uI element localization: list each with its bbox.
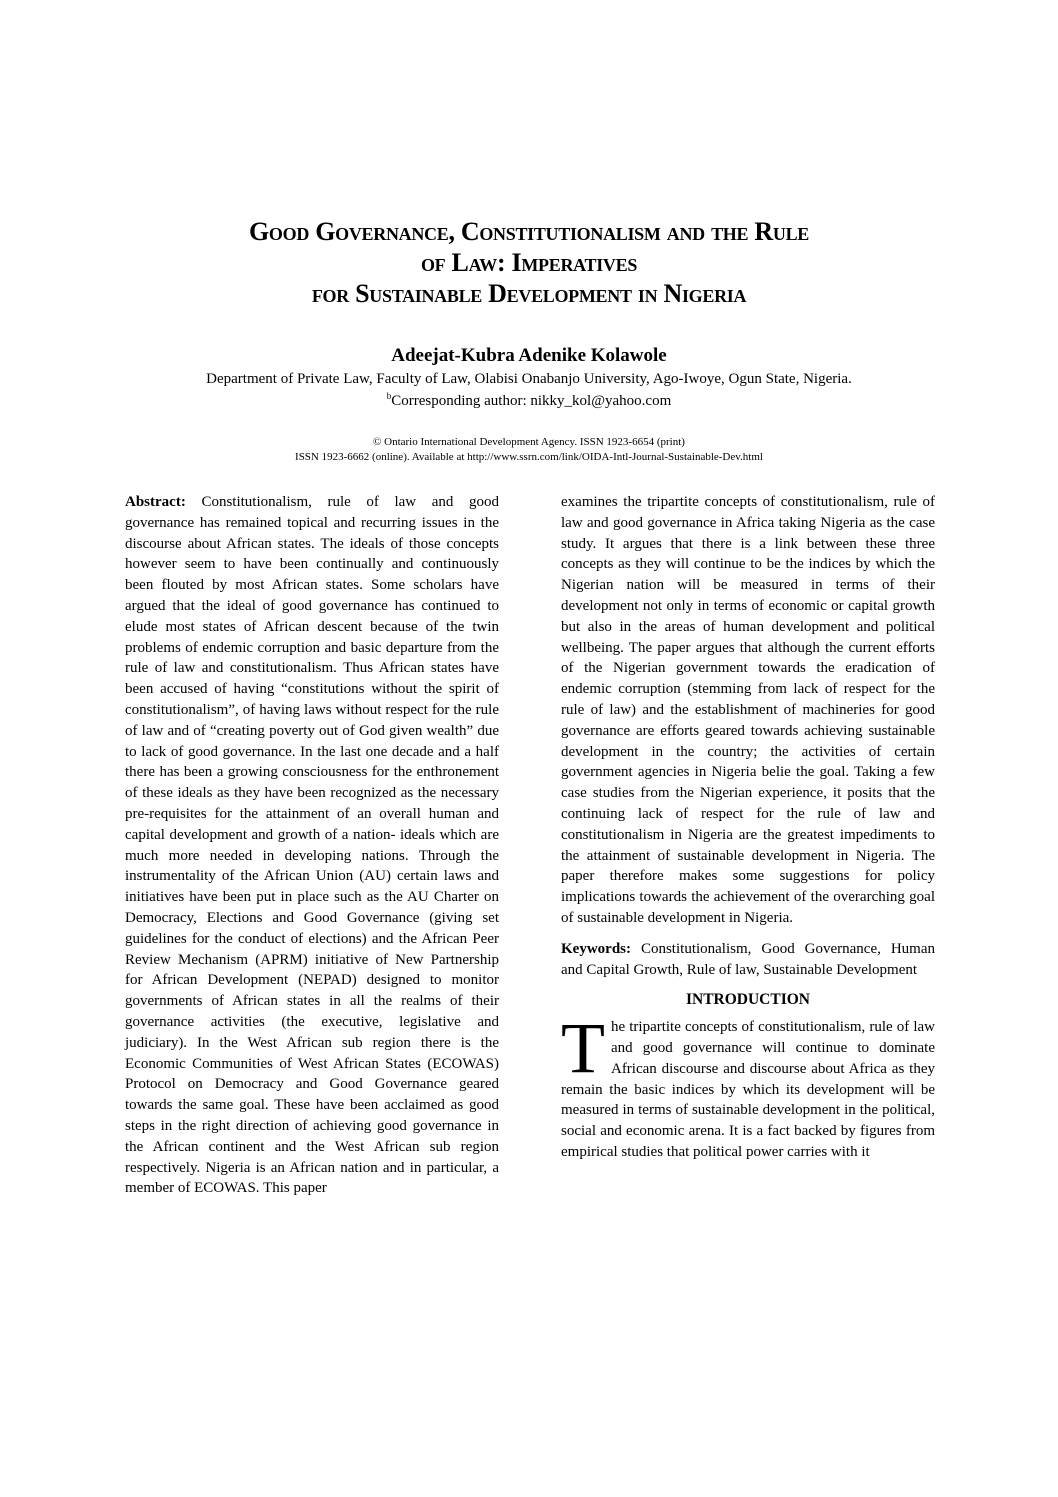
title-line: Good Governance, Constitutionalism and the Rule xyxy=(249,217,809,246)
keywords-text: Constitutionalism, Good Governance, Human and Capital Growth, Rule of law, Sustainable Development xyxy=(561,940,935,978)
title-line: of Law: Imperatives xyxy=(420,248,638,277)
drop-cap: T xyxy=(561,1008,605,1089)
abstract-text: Constitutionalism, rule of law and good governance has remained topical and recurring issues in the discourse about African states. The ideals of those concepts however seem to have been continually and continuously been flouted by most African states. Some scholars have argued that the ideal of good governance has continued to elude most states of African descent because of the twin problems of endemic corruption and basic departure from the rule of law and constitutionalism. Thus African states have been accused of having “constitutions without the spirit of constitutionalism”, of having laws without respect for the rule of law and of “creating poverty out of God given wealth” due to lack of good governance. In the last one decade and a half there has been a growing consciousness for the enthronement of these ideals as they have been recognized as the necessary pre-requisites for the attainment of an overall human and capital development and growth of a nation- ideals which are much more needed in developing nations. Through the instrumentality of the African Union (AU) certain laws and initiatives have been put in place such as the AU Charter on Democracy, Elections and Good Governance (giving set guidelines for the conduct of elections) and the African Peer Review Mechanism (APRM) initiative of New Partnership for African Development (NEPAD) designed to monitor governments of African states in all the realms of their governance activities (the executive, legislative and judiciary). In the West African sub region there is the Economic Communities of West African States (ECOWAS) Protocol on Democracy and Good Governance geared towards the same goal. These have been acclaimed as good steps in the right direction of achieving good governance in the African continent and the West African sub region respectively. Nigeria is an African nation and in particular, a member of ECOWAS. This paper xyxy=(125,494,500,1197)
corr-mark: b xyxy=(386,391,392,401)
copyright-notice xyxy=(0,435,1058,465)
copyright-line: © Ontario International Development Agency. ISSN 1923-6654 (print) xyxy=(373,436,685,448)
abstract-label: Abstract: xyxy=(125,494,186,510)
keywords-paragraph xyxy=(561,939,935,981)
keywords-label: Keywords: xyxy=(561,940,631,957)
issn-line: ISSN 1923-6662 (online). Available at http://www.ssrn.com/link/OIDA-Intl-Journal-Sustainable-Dev.html xyxy=(295,451,763,463)
corresponding-email: Corresponding author: nikky_kol@yahoo.com xyxy=(391,393,672,409)
right-column xyxy=(561,492,935,1163)
abstract-continued: examines the tripartite concepts of constitutionalism, rule of law and good governance in Africa taking Nigeria as the case study. It argues that there is a link between these three concepts as they will continue to be the indices by which the Nigerian nation will be measured in terms of their development not only in terms of economic or capital growth but also in the areas of human development and political wellbeing. The paper argues that although the current efforts of the Nigerian government towards the eradication of endemic corruption (stemming from lack of respect for the rule of law) and the establishment of machineries for good governance are efforts geared towards achieving sustainable development in the country; the activities of certain government agencies in Nigeria belie the goal. Taking a few case studies from the Nigerian experience, it posits that the continuing lack of respect for the rule of law and constitutionalism in Nigeria are the greatest impediments to the attainment of sustainable development in Nigeria. The paper therefore makes some suggestions for policy implications towards the achievement of the overarching goal of sustainable development in Nigeria. xyxy=(561,494,935,926)
left-column xyxy=(125,492,499,1199)
author-affiliation: Department of Private Law, Faculty of Law, Olabisi Onabanjo University, Ago-Iwoye, Ogun State, Nigeria. xyxy=(206,371,852,387)
abstract-paragraph xyxy=(125,492,499,1199)
introduction-heading: INTRODUCTION xyxy=(685,991,810,1009)
introduction-paragraph xyxy=(561,1008,935,1163)
corresponding-author xyxy=(0,391,1058,410)
title-line: for Sustainable Development in Nigeria xyxy=(311,279,747,308)
author-name: Adeejat-Kubra Adenike Kolawole xyxy=(391,345,667,366)
paper-title xyxy=(100,216,958,309)
introduction-text: he tripartite concepts of constitutionalism, rule of law and good governance will continue to dominate African discourse and discourse about Africa as they remain the basic indices by which its development will be measured in terms of sustainable development in the political, social and economic arena. It is a fact backed by figures from empirical studies that political power carries with it xyxy=(561,1019,935,1160)
